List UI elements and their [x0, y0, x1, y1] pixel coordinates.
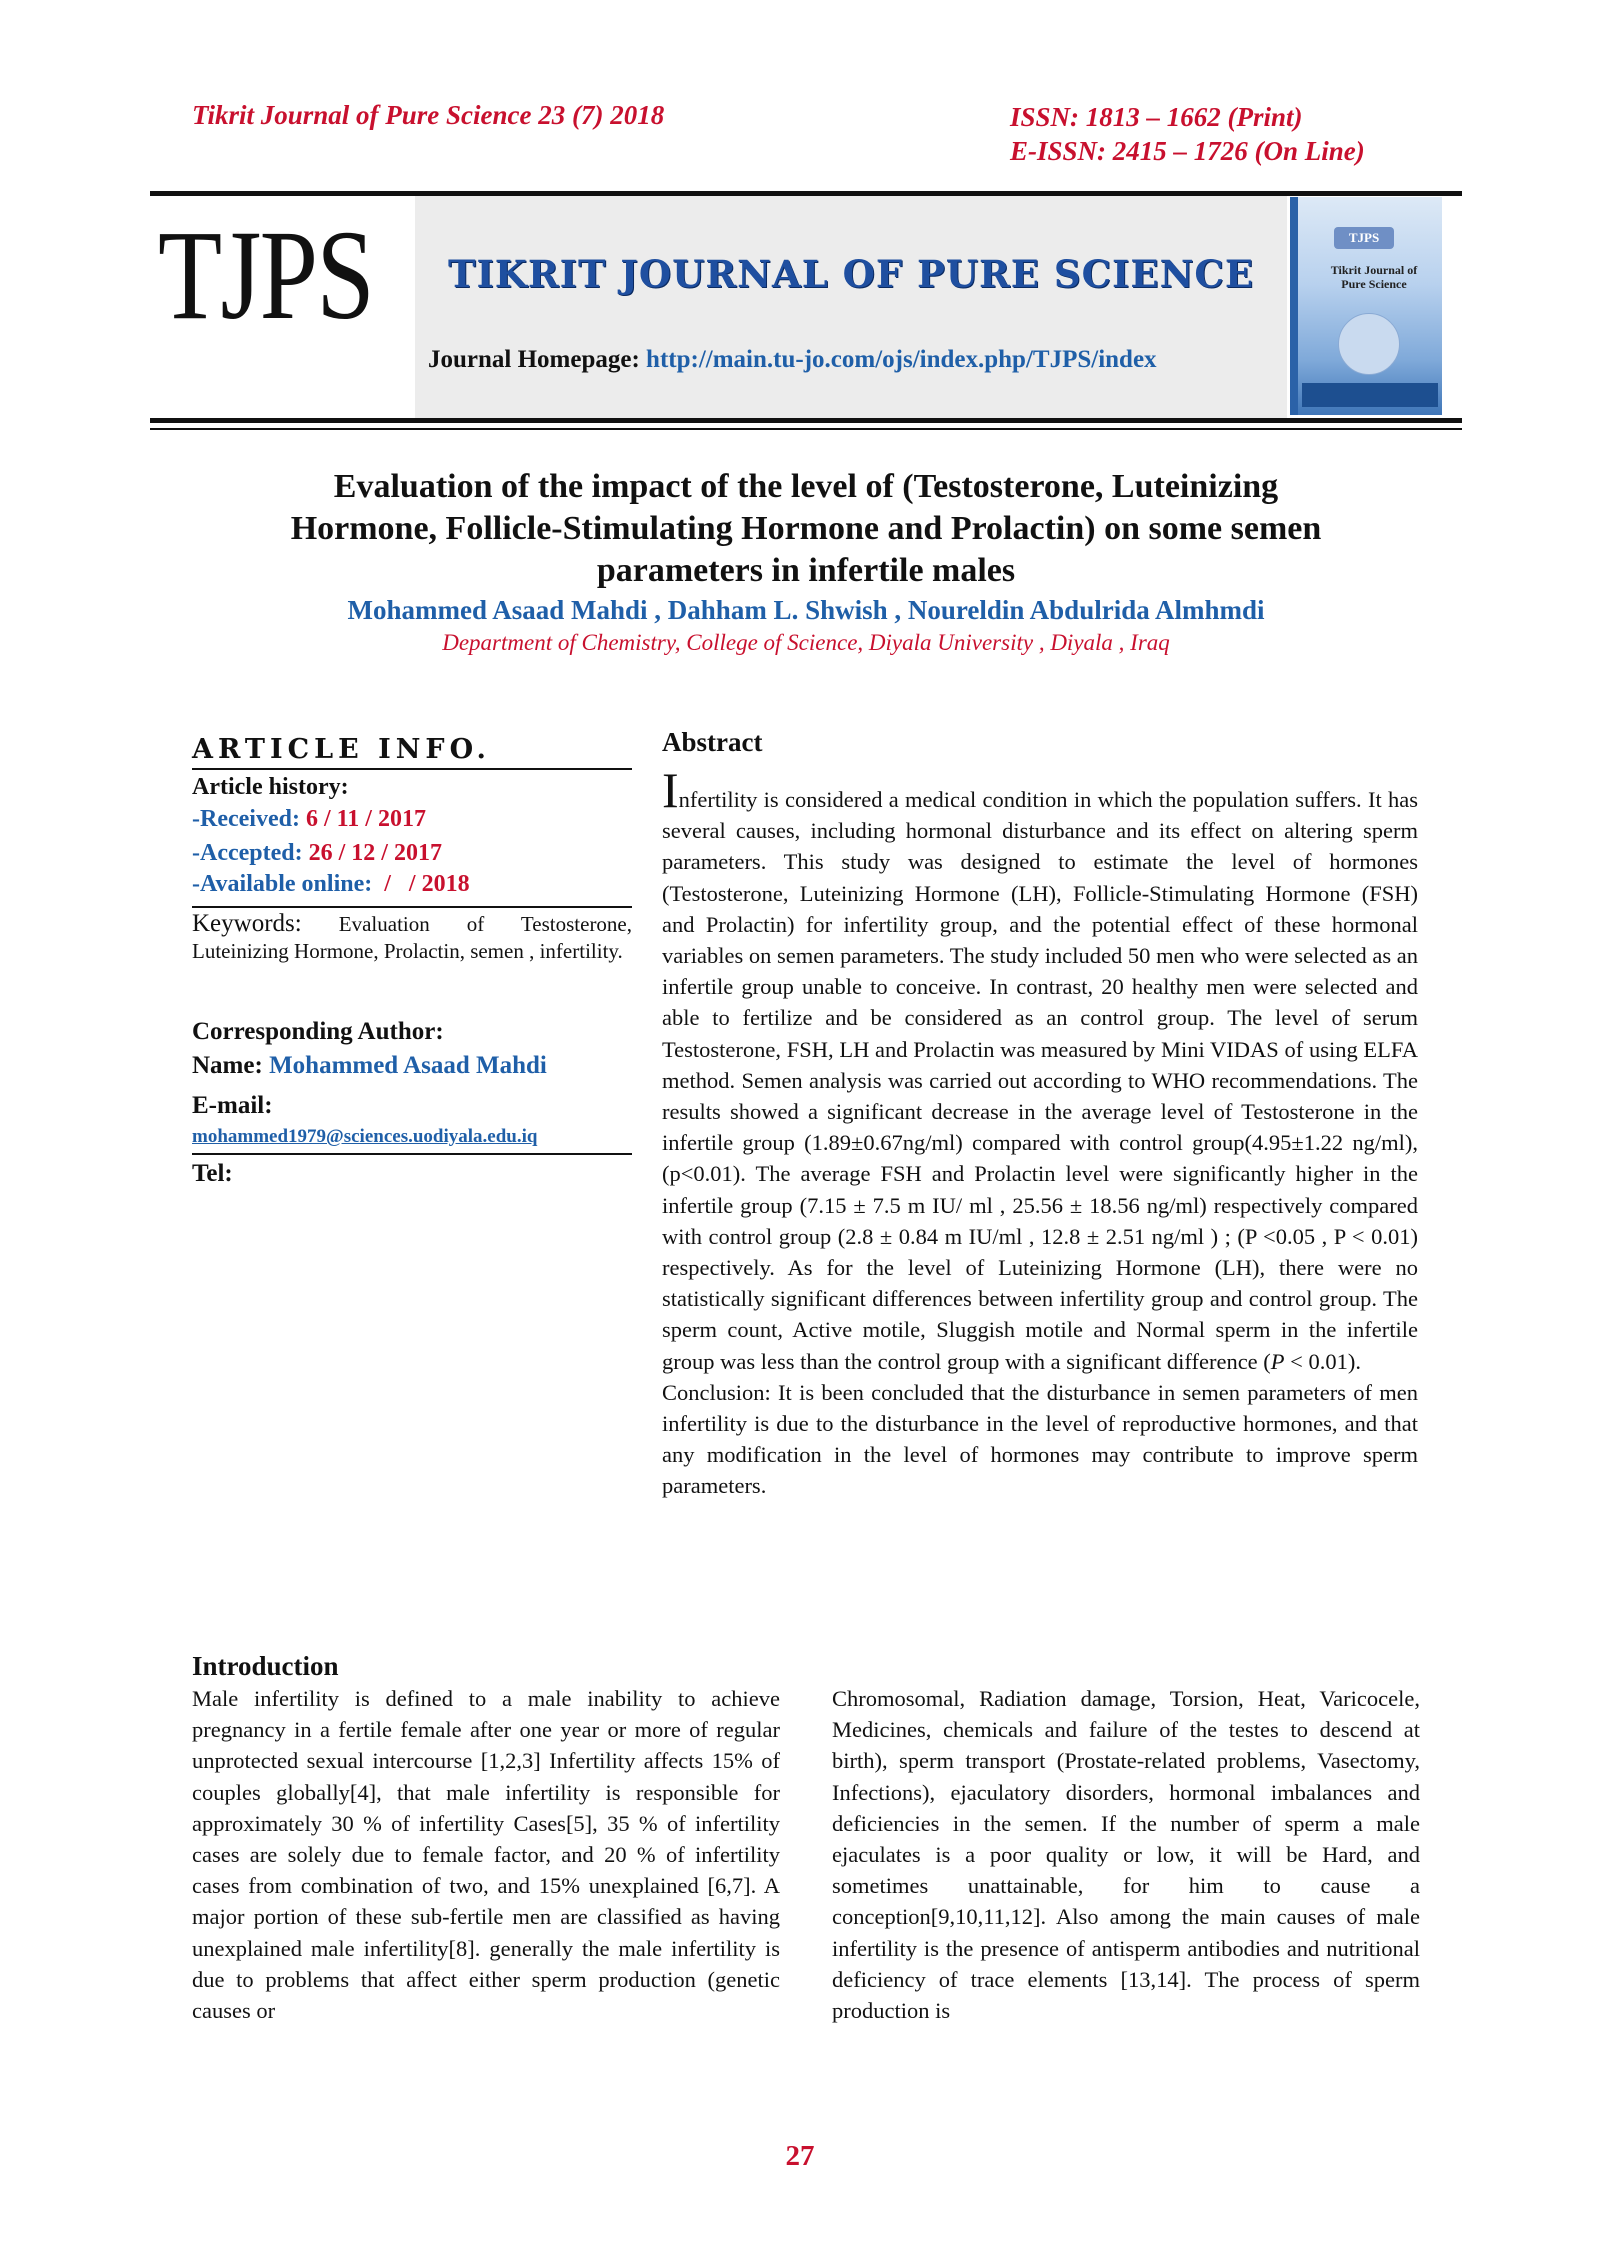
journal-homepage: [428, 346, 1157, 374]
available-date: [192, 871, 470, 898]
available-value: / / 2018: [378, 871, 470, 897]
accepted-value: 26 / 12 / 2017: [308, 840, 442, 866]
abstract-body: [662, 762, 1418, 1502]
article-info-heading: ARTICLE INFO.: [192, 734, 491, 765]
corresponding-author-label: Corresponding Author:: [192, 1018, 444, 1045]
introduction-column-left: Male infertility is defined to a male inability to achieve pregnancy in a fertile female after one year or more of regular unprotected sexual intercourse [1,2,3] Infertility affects 15% of couples globally[4], that male infertility is responsible for approximately 30 % of infertility Cases[5], 35 % of infertility cases are solely due to female factor, and 20 % of infertility cases from combination of two, and 15% unexplained [6,7]. A major portion of these sub-fertile men are classified as having unexplained male infertility[8]. generally the male infertility is due to problems that affect either sperm production (genetic causes or: [192, 1686, 780, 2024]
journal-citation: Tikrit Journal of Pure Science 23 (7) 2018: [192, 100, 665, 130]
name-value: Mohammed Asaad Mahdi: [269, 1052, 547, 1079]
tel-label: Tel:: [192, 1160, 233, 1187]
accepted-date: [192, 840, 442, 867]
abstract-text: nfertility is considered a medical condition in which the population suffers. It has several causes, including hormonal disturbance and its effect on altering sperm parameters. This study was designed to estimate the level of hormones (Testosterone, Luteinizing Hormone (LH), Follicle-Stimulating Hormone (FSH) and Prolactin) for infertility group, and the potential effect of these hormonal variables on semen parameters. The study included 50 men who were selected as an infertile group unable to conceive. In contrast, 20 healthy men were selected and able to fertilize and be considered as an control group. The level of serum Testosterone, FSH, LH and Prolactin was measured by Mini VIDAS of using ELFA method. Semen analysis was carried out according to WHO recommendations. The results showed a significant decrease in the average level of Testosterone in the infertile group (1.89±0.67ng/ml) compared with control group(4.95±1.22 ng/ml), (p<0.01). The average FSH and Prolactin level were significantly higher in the infertile group (7.15 ± 7.5 m IU/ ml , 25.56 ± 18.56 ng/ml) respectively compared with control group (2.8 ± 0.84 m IU/ml , 12.8 ± 2.51 ng/ml ) ; (P <0.05 , P < 0.01) respectively. As for the level of Luteinizing Hormone (LH), there were no statistically significant differences between infertility group and control group. The sperm count, Active motile, Sluggish motile and Normal sperm in the infertile group was less than the control group with a significant difference (: [662, 787, 1418, 1374]
received-label: -Received:: [192, 806, 300, 832]
divider: [192, 1153, 632, 1155]
available-label: -Available online:: [192, 871, 373, 897]
homepage-link[interactable]: http://main.tu-jo.com/ojs/index.php/TJPS/index: [646, 346, 1157, 373]
cover-title-line2: Pure Science: [1341, 277, 1407, 291]
divider: [192, 906, 632, 908]
page-number: 27: [785, 2140, 815, 2172]
email-link[interactable]: mohammed1979@sciences.uodiyala.edu.iq: [192, 1126, 538, 1147]
cover-badge: TJPS: [1334, 227, 1394, 249]
keywords-label: Keywords:: [192, 910, 302, 937]
banner-bottom-rule-thin: [150, 428, 1462, 430]
cover-band: [1302, 383, 1438, 407]
abstract-conclusion: Conclusion: It is been concluded that the disturbance in semen parameters of men infertility is due to the disturbance in the level of reproductive hormones, and that any modification in the level of hormones may contribute to improve sperm parameters.: [662, 1379, 1418, 1499]
journal-cover-image: [1290, 197, 1442, 415]
issn-online: E-ISSN: 2415 – 1726 (On Line): [1010, 136, 1365, 166]
authors: Mohammed Asaad Mahdi , Dahham L. Shwish , Noureldin Abdulrida Almhmdi: [347, 595, 1265, 625]
divider: [192, 768, 632, 770]
cover-seal-icon: [1338, 313, 1400, 375]
introduction-column-right: Chromosomal, Radiation damage, Torsion, Heat, Varicocele, Medicines, chemicals and failure of the testes to descend at birth), sperm transport (Prostate-related problems, Vasectomy, Infections), ejaculatory disorders, hormonal imbalances and deficiencies in the semen. If the number of sperm a male ejaculates is a poor quality or low, it will be Hard, and sometimes unattainable, for him to cause a conception[9,10,11,12]. Also among the main causes of male infertility is the presence of antisperm antibodies and nutritional deficiency of trace elements [13,14]. The process of sperm production is: [832, 1686, 1420, 2024]
journal-name: TIKRIT JOURNAL OF PURE SCIENCE: [447, 252, 1255, 296]
received-value: 6 / 11 / 2017: [305, 806, 426, 832]
cover-title-line1: Tikrit Journal of: [1330, 263, 1418, 277]
abstract-text-end: < 0.01).: [1284, 1348, 1361, 1374]
abstract-heading: Abstract: [662, 727, 763, 757]
issn-print: ISSN: 1813 – 1662 (Print): [1010, 102, 1303, 132]
abstract-paragraph: [662, 762, 1418, 1377]
keywords-value: Evaluation of Testosterone, Luteinizing Hormone, Prolactin, semen , infertility.: [192, 912, 633, 963]
drop-cap: I: [662, 762, 679, 818]
title-line: Evaluation of the impact of the level of (Testosterone, Luteinizing: [333, 468, 1279, 505]
journal-logo: TJPS: [158, 204, 374, 346]
received-date: [192, 806, 426, 833]
title-line: parameters in infertile males: [596, 552, 1016, 589]
banner-background: [415, 196, 1287, 418]
email-label: E-mail:: [192, 1092, 273, 1119]
banner-bottom-rule: [150, 418, 1462, 423]
title-line: Hormone, Follicle-Stimulating Hormone and Prolactin) on some semen: [290, 510, 1322, 547]
accepted-label: -Accepted:: [192, 840, 303, 866]
introduction-heading: Introduction: [192, 1651, 339, 1681]
article-history-label: Article history:: [192, 774, 349, 800]
corresponding-author-name: [192, 1052, 547, 1080]
cover-title: [1308, 263, 1440, 291]
keywords: [192, 910, 632, 965]
name-label: Name:: [192, 1052, 263, 1079]
p-symbol: P: [1270, 1348, 1285, 1374]
article-title: [150, 466, 1462, 592]
homepage-label: Journal Homepage:: [428, 346, 640, 373]
issn-block: [1010, 100, 1365, 168]
affiliation: Department of Chemistry, College of Science, Diyala University , Diyala , Iraq: [442, 630, 1170, 655]
